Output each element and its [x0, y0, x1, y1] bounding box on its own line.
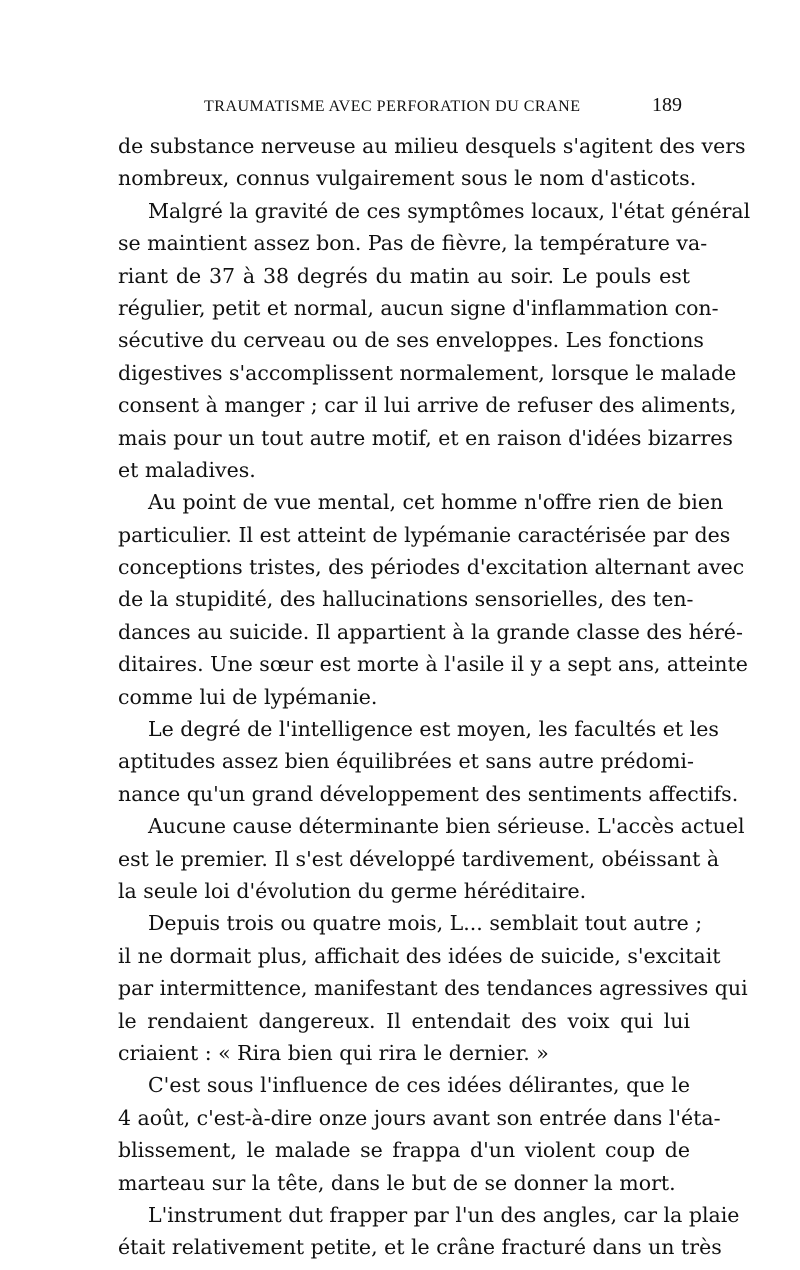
- text-line: aptitudes assez bien équilibrées et sans autre prédomi-: [118, 749, 694, 774]
- text-line: nombreux, connus vulgairement sous le nom d'asticots.: [118, 166, 697, 191]
- text-line: de substance nerveuse au milieu desquels s'agitent des vers: [118, 134, 746, 158]
- text-line: Au point de vue mental, cet homme n'offre rien de bien: [148, 490, 724, 515]
- text-line: nance qu'un grand développement des sentiments affectifs.: [118, 781, 739, 806]
- text-line: riant de 37 à 38 degrés du matin au soir. Le pouls est: [118, 263, 690, 288]
- text-line: blissement, le malade se frappa d'un violent coup de: [118, 1138, 690, 1163]
- text-line: 4 août, c'est-à-dire onze jours avant son entrée dans l'éta-: [118, 1105, 721, 1130]
- text-line: conceptions tristes, des périodes d'excitation alternant avec: [118, 555, 745, 580]
- text-line: consent à manger ; car il lui arrive de refuser des aliments,: [118, 393, 737, 418]
- text-line: C'est sous l'influence de ces idées délirantes, que le: [148, 1073, 690, 1098]
- text-line: régulier, petit et normal, aucun signe d'inflammation con-: [118, 295, 719, 320]
- text-line: dances au suicide. Il appartient à la grande classe des héré-: [118, 619, 743, 644]
- text-line: il ne dormait plus, affichait des idées de suicide, s'excitait: [118, 943, 721, 968]
- text-line: Le degré de l'intelligence est moyen, les facultés et les: [148, 717, 719, 742]
- page-header: [118, 96, 690, 122]
- text-line: Aucune cause déterminante bien sérieuse. L'accès actuel: [148, 814, 745, 839]
- text-line: se maintient assez bon. Pas de fièvre, la température va-: [118, 231, 708, 256]
- text-line: de la stupidité, des hallucinations sensorielles, des ten-: [118, 587, 694, 612]
- text-line: mais pour un tout autre motif, et en raison d'idées bizarres: [118, 425, 733, 450]
- body-text: [118, 130, 751, 1264]
- text-line: criaient : « Rira bien qui rira le dernier. »: [118, 1040, 549, 1065]
- text-line: comme lui de lypémanie.: [118, 684, 378, 709]
- text-line: Malgré la gravité de ces symptômes locaux, l'état général: [148, 198, 751, 223]
- text-line: le rendaient dangereux. Il entendait des voix qui lui: [118, 1008, 690, 1033]
- text-line: marteau sur la tête, dans le but de se donner la mort.: [118, 1170, 676, 1195]
- text-line: est le premier. Il s'est développé tardivement, obéissant à: [118, 846, 720, 871]
- text-line: était relativement petite, et le crâne fracturé dans un très: [118, 1235, 722, 1260]
- running-title: TRAUMATISME AVEC PERFORATION DU CRANE: [204, 98, 581, 115]
- text-line: et maladives.: [118, 457, 256, 482]
- text-line: ditaires. Une sœur est morte à l'asile il y a sept ans, atteinte: [118, 652, 748, 677]
- text-line: particulier. Il est atteint de lypémanie caractérisée par des: [118, 522, 731, 547]
- text-line: par intermittence, manifestant des tendances agressives qui: [118, 976, 748, 1001]
- text-line: L'instrument dut frapper par l'un des angles, car la plaie: [148, 1202, 740, 1227]
- text-line: sécutive du cerveau ou de ses enveloppes. Les fonctions: [118, 328, 704, 353]
- page-number: 189: [652, 94, 682, 116]
- text-line: Depuis trois ou quatre mois, L... semblait tout autre ;: [148, 911, 703, 936]
- text-line: la seule loi d'évolution du germe héréditaire.: [118, 878, 587, 903]
- text-line: digestives s'accomplissent normalement, lorsque le malade: [118, 360, 737, 385]
